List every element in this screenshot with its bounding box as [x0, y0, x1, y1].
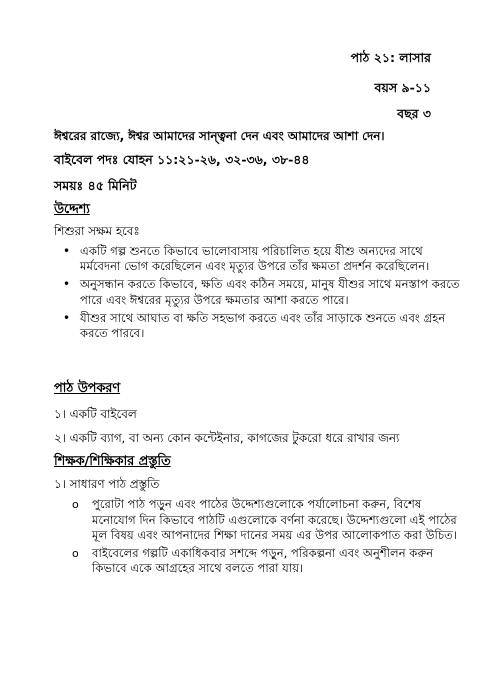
- lesson-number: পাঠ ২১: লাসার: [350, 50, 431, 65]
- objective-text: যীশুর সাথে আঘাত বা ক্ষতি সহভাগ করতে এবং তাঁর সাড়াকে শুনতে এবং গ্রহন করতে পারবে।: [80, 310, 446, 341]
- lesson-duration: সময়ঃ ৪৫ মিনিট: [54, 178, 137, 193]
- bullet-icon: •: [63, 277, 71, 292]
- materials-heading: পাঠ উপকরণ: [54, 381, 121, 396]
- list-item: [63, 310, 460, 341]
- objectives-list: [54, 244, 460, 344]
- general-preparation: ১। সাধারণ পাঠ প্রস্তুতি: [54, 477, 160, 491]
- age-range: বয়স ৯-১১: [374, 80, 431, 95]
- objectives-intro: শিশুরা সক্ষম হবেঃ: [54, 224, 140, 238]
- list-item: [63, 277, 460, 307]
- objective-text: একটি গল্প শুনতে কিভাবে ভালোবাসায় পরিচালিত হয়ে যীশু অন্যদের সাথে মর্মবেদনা ভোগ করেছিলেন এবং মৃত্যুর উপরে তাঁর ক্ষমতা প্রদর্শন করেছিলেন।: [80, 244, 430, 274]
- bible-verse: বাইবেল পদঃ যোহন ১১:২১-২৬, ৩২-৩৬, ৩৮-৪৪: [54, 152, 310, 167]
- list-item: [72, 497, 464, 544]
- preparation-text: বাইবেলের গল্পটি একাধিকবার সশব্দে পড়ুন, পরিকল্পনা এবং অনুশীলন করুন কিভাবে একে আগ্রহের সাথে বলতে পারা যায়।: [92, 545, 434, 576]
- year-level: বছর ৩: [397, 106, 431, 121]
- objectives-heading: উদ্দেশ্য: [54, 202, 90, 217]
- preparation-list: [64, 497, 464, 579]
- material-item: ১। একটি বাইবেল: [54, 407, 137, 421]
- material-item: ২। একটি ব্যাগ, বা অন্য কোন কন্টেইনার, কাগজের টুকরো ধরে রাখার জন্য: [54, 431, 400, 445]
- objective-text: অনুসন্ধান করতে কিভাবে, ক্ষতি এবং কঠিন সময়ে, মানুষ যীশুর সাথে মনস্তাপ করতে পারে এবং ঈশ্বরের মৃত্যুর উপরে ক্ষমতার আশা করতে পারে।: [80, 277, 460, 307]
- circle-bullet-icon: o: [72, 546, 79, 560]
- teacher-preparation-heading: শিক্ষক/শিক্ষিকার প্রস্তুতি: [54, 454, 171, 469]
- bullet-icon: •: [63, 244, 71, 258]
- circle-bullet-icon: o: [72, 498, 79, 511]
- list-item: [63, 244, 460, 274]
- lesson-theme: ঈশ্বরের রাজ্যে, ঈশ্বর আমাদের সান্ত্বনা দেন এবং আমাদের আশা দেন।: [54, 129, 385, 143]
- bullet-icon: •: [63, 310, 71, 325]
- preparation-text: পুরোটা পাঠ পড়ুন এবং পাঠের উদ্দেশ্যগুলোকে পর্যালোচনা করুন, বিশেষ মনোযোগ দিন কিভাবে পাঠটি এগুলোকে বর্ণনা করেছে। উদ্দেশ্যগুলো এই পাঠের মূল বিষয় এবং আপনাদের শিক্ষা দানের সময় এর উপর আলোকপাত করা উচিত।: [92, 497, 457, 543]
- list-item: [72, 545, 464, 577]
